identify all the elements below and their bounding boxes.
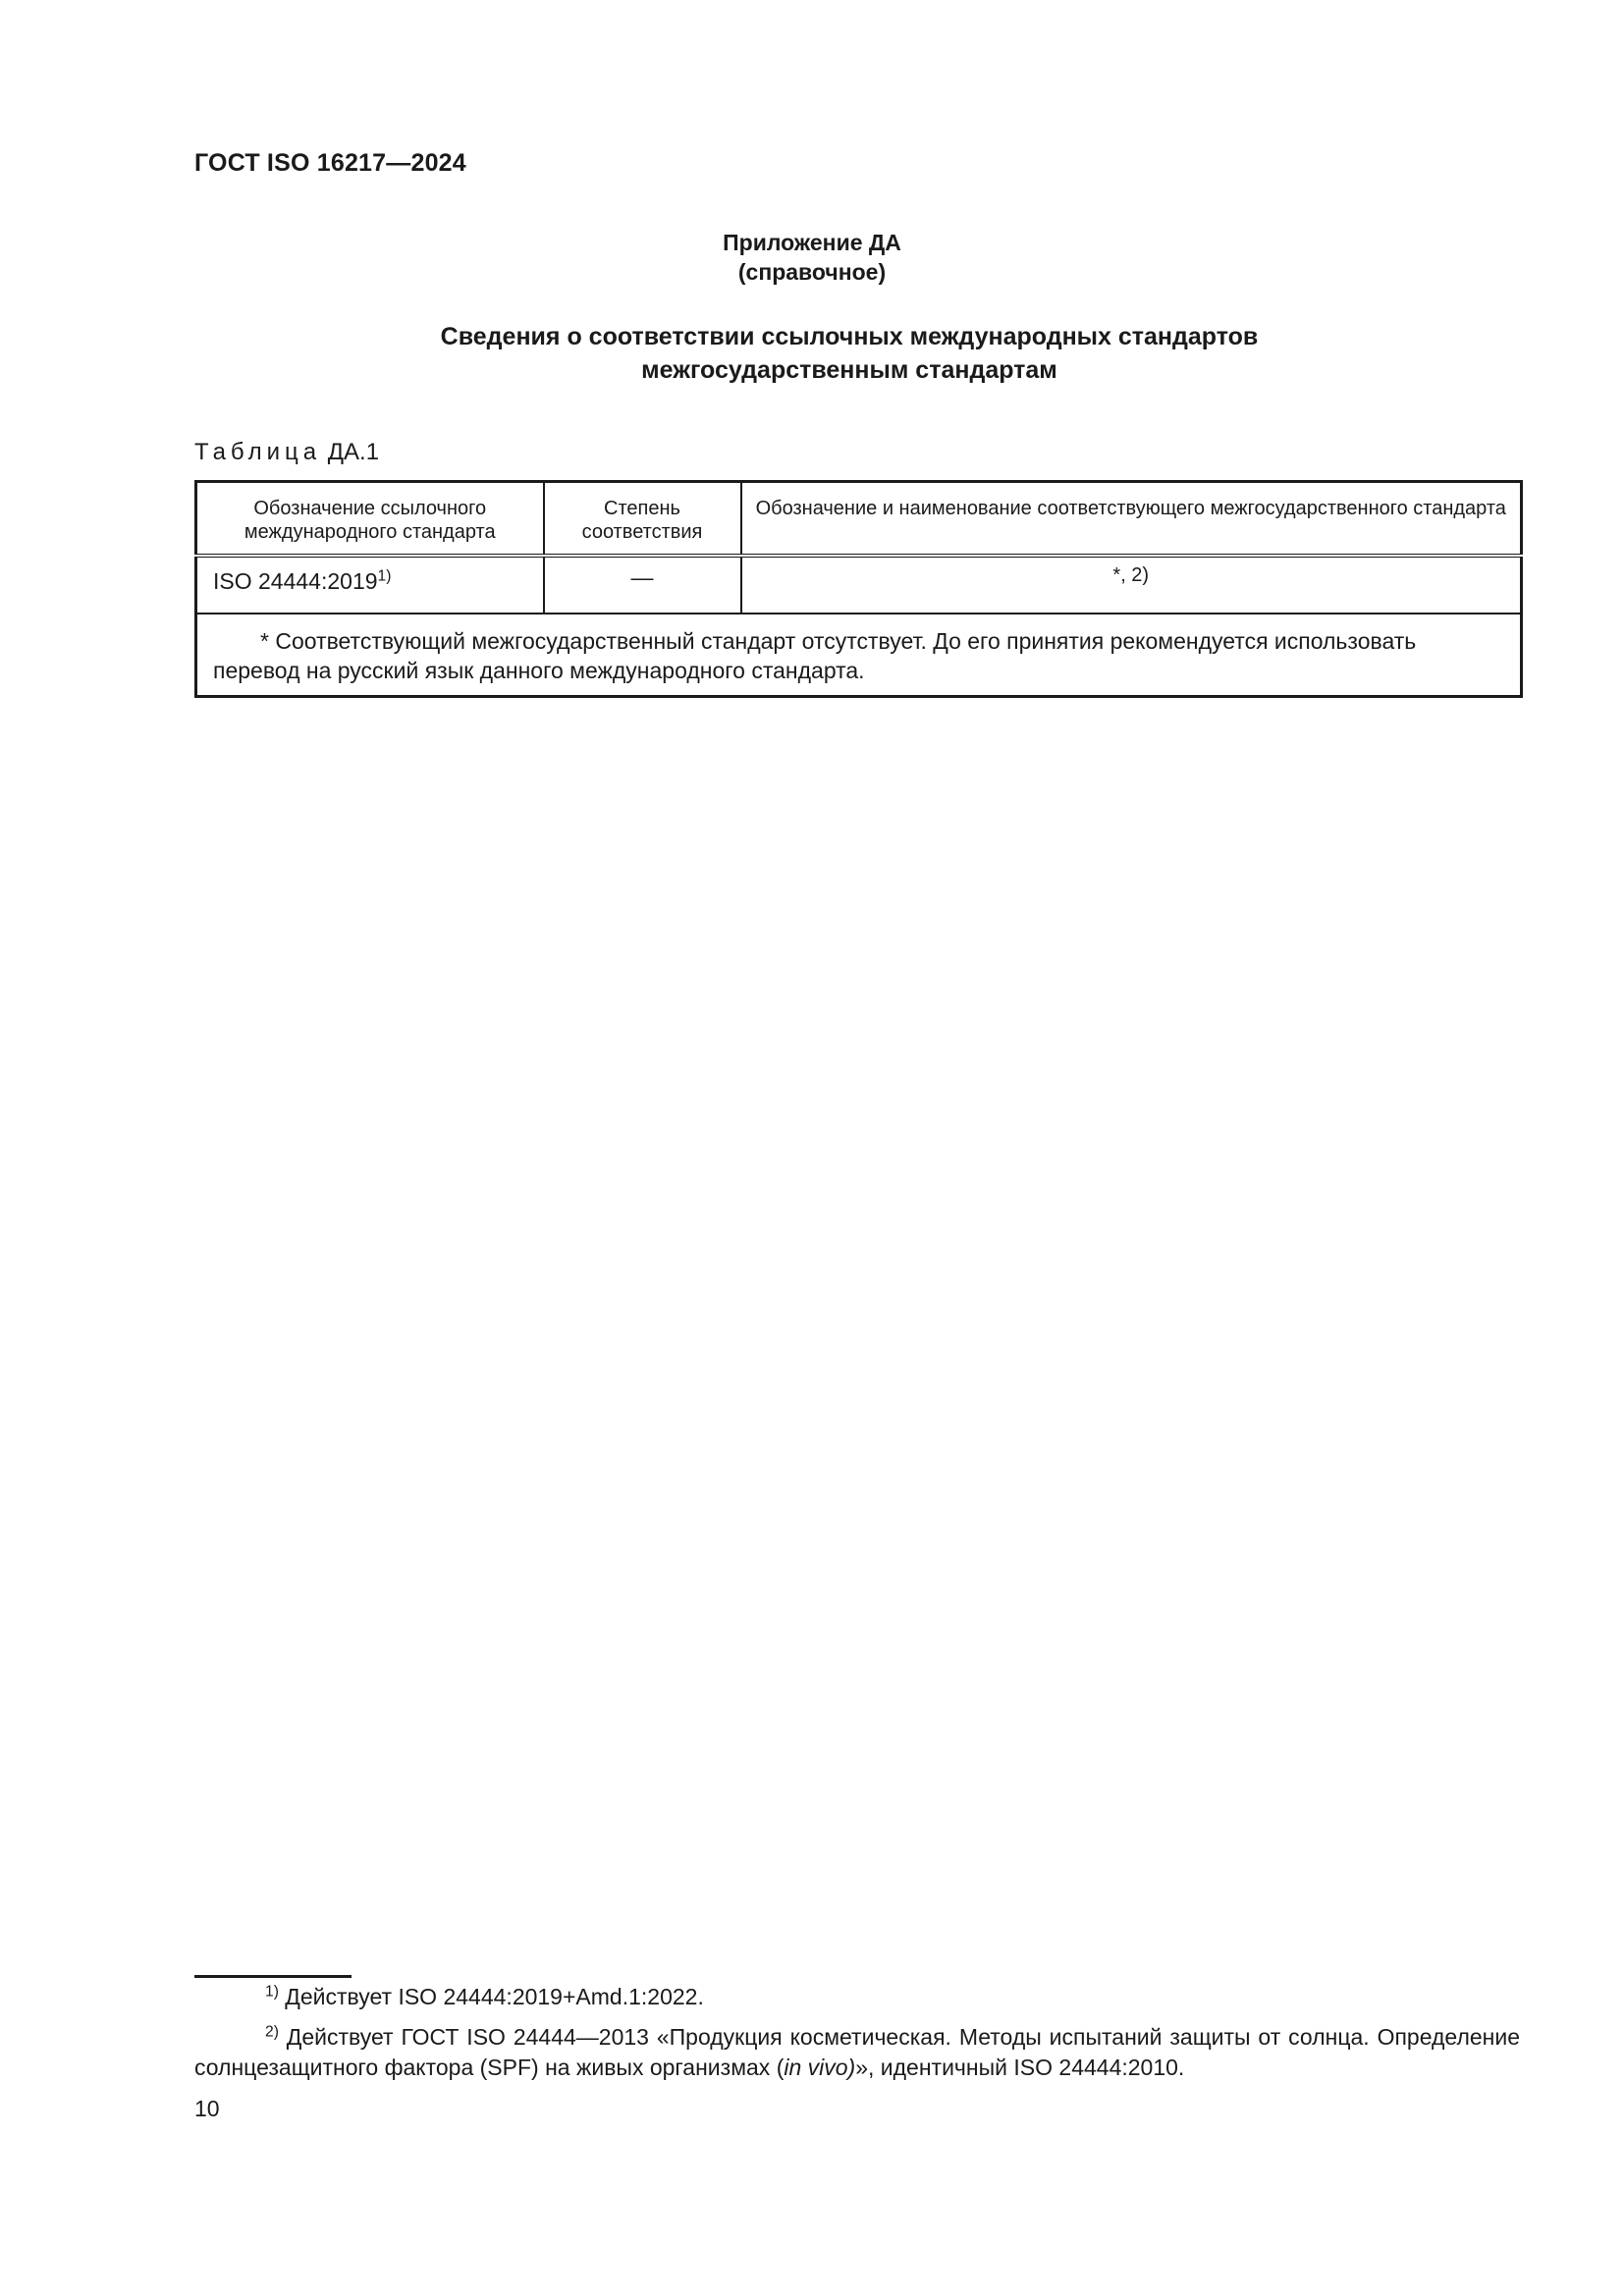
footnote-ref-2: , 2): [1120, 564, 1150, 586]
cell-interstate-standard: [741, 556, 1522, 614]
footnote-1: [194, 1982, 1520, 2012]
document-code: ГОСТ ISO 16217—2024: [194, 149, 466, 177]
table-caption-number: ДА.1: [327, 439, 380, 465]
cell-degree: —: [544, 556, 741, 614]
table-caption-word: Таблица: [194, 439, 322, 465]
table-caption: [194, 439, 379, 466]
page-number: 10: [194, 2096, 220, 2121]
footnote-2-italic: in vivo): [784, 2055, 856, 2080]
section-title: [0, 320, 1624, 387]
footnote-separator: [194, 1975, 352, 1978]
table-row: [196, 556, 1522, 614]
header-degree: Степень соответствия: [544, 482, 741, 557]
footnote-2-text-after: », идентичный ISO 24444:2010.: [855, 2055, 1185, 2080]
footnote-1-text: Действует ISO 24444:2019+Amd.1:2022.: [278, 1984, 704, 2009]
annex-kind: (справочное): [737, 259, 887, 285]
footnote-ref-1: 1): [377, 567, 392, 585]
correspondence-table: [194, 480, 1523, 698]
cell-reference-standard: [196, 556, 544, 614]
header-reference-standard: Обозначение ссылочного международного стандарта: [196, 482, 544, 557]
table-note-row: [196, 614, 1522, 697]
footnote-1-mark: 1): [265, 1983, 279, 2001]
table-header-row: [196, 482, 1522, 557]
annex-title: Приложение ДА: [723, 230, 901, 255]
asterisk-mark: *: [1112, 564, 1121, 586]
reference-standard-code: ISO 24444:2019: [213, 568, 378, 594]
footnote-2-text-before: Действует ГОСТ ISO 24444—2013 «Продукция косметическая. Методы испытаний защиты от солнца. Определение солнцезащитного фактора (SPF) на живых организмах (: [194, 2024, 1520, 2080]
table-note: * Соответствующий межгосударственный стандарт отсутствует. До его принятия рекомендуется использовать перевод на русский язык данного международного стандарта.: [196, 614, 1522, 697]
footnote-2-mark: 2): [265, 2023, 279, 2041]
section-title-line-1: Сведения о соответствии ссылочных международных стандартов: [440, 323, 1259, 350]
header-interstate-standard: Обозначение и наименование соответствующего межгосударственного стандарта: [741, 482, 1522, 557]
section-title-line-2: межгосударственным стандартам: [641, 356, 1057, 384]
footnote-2: [194, 2022, 1520, 2083]
